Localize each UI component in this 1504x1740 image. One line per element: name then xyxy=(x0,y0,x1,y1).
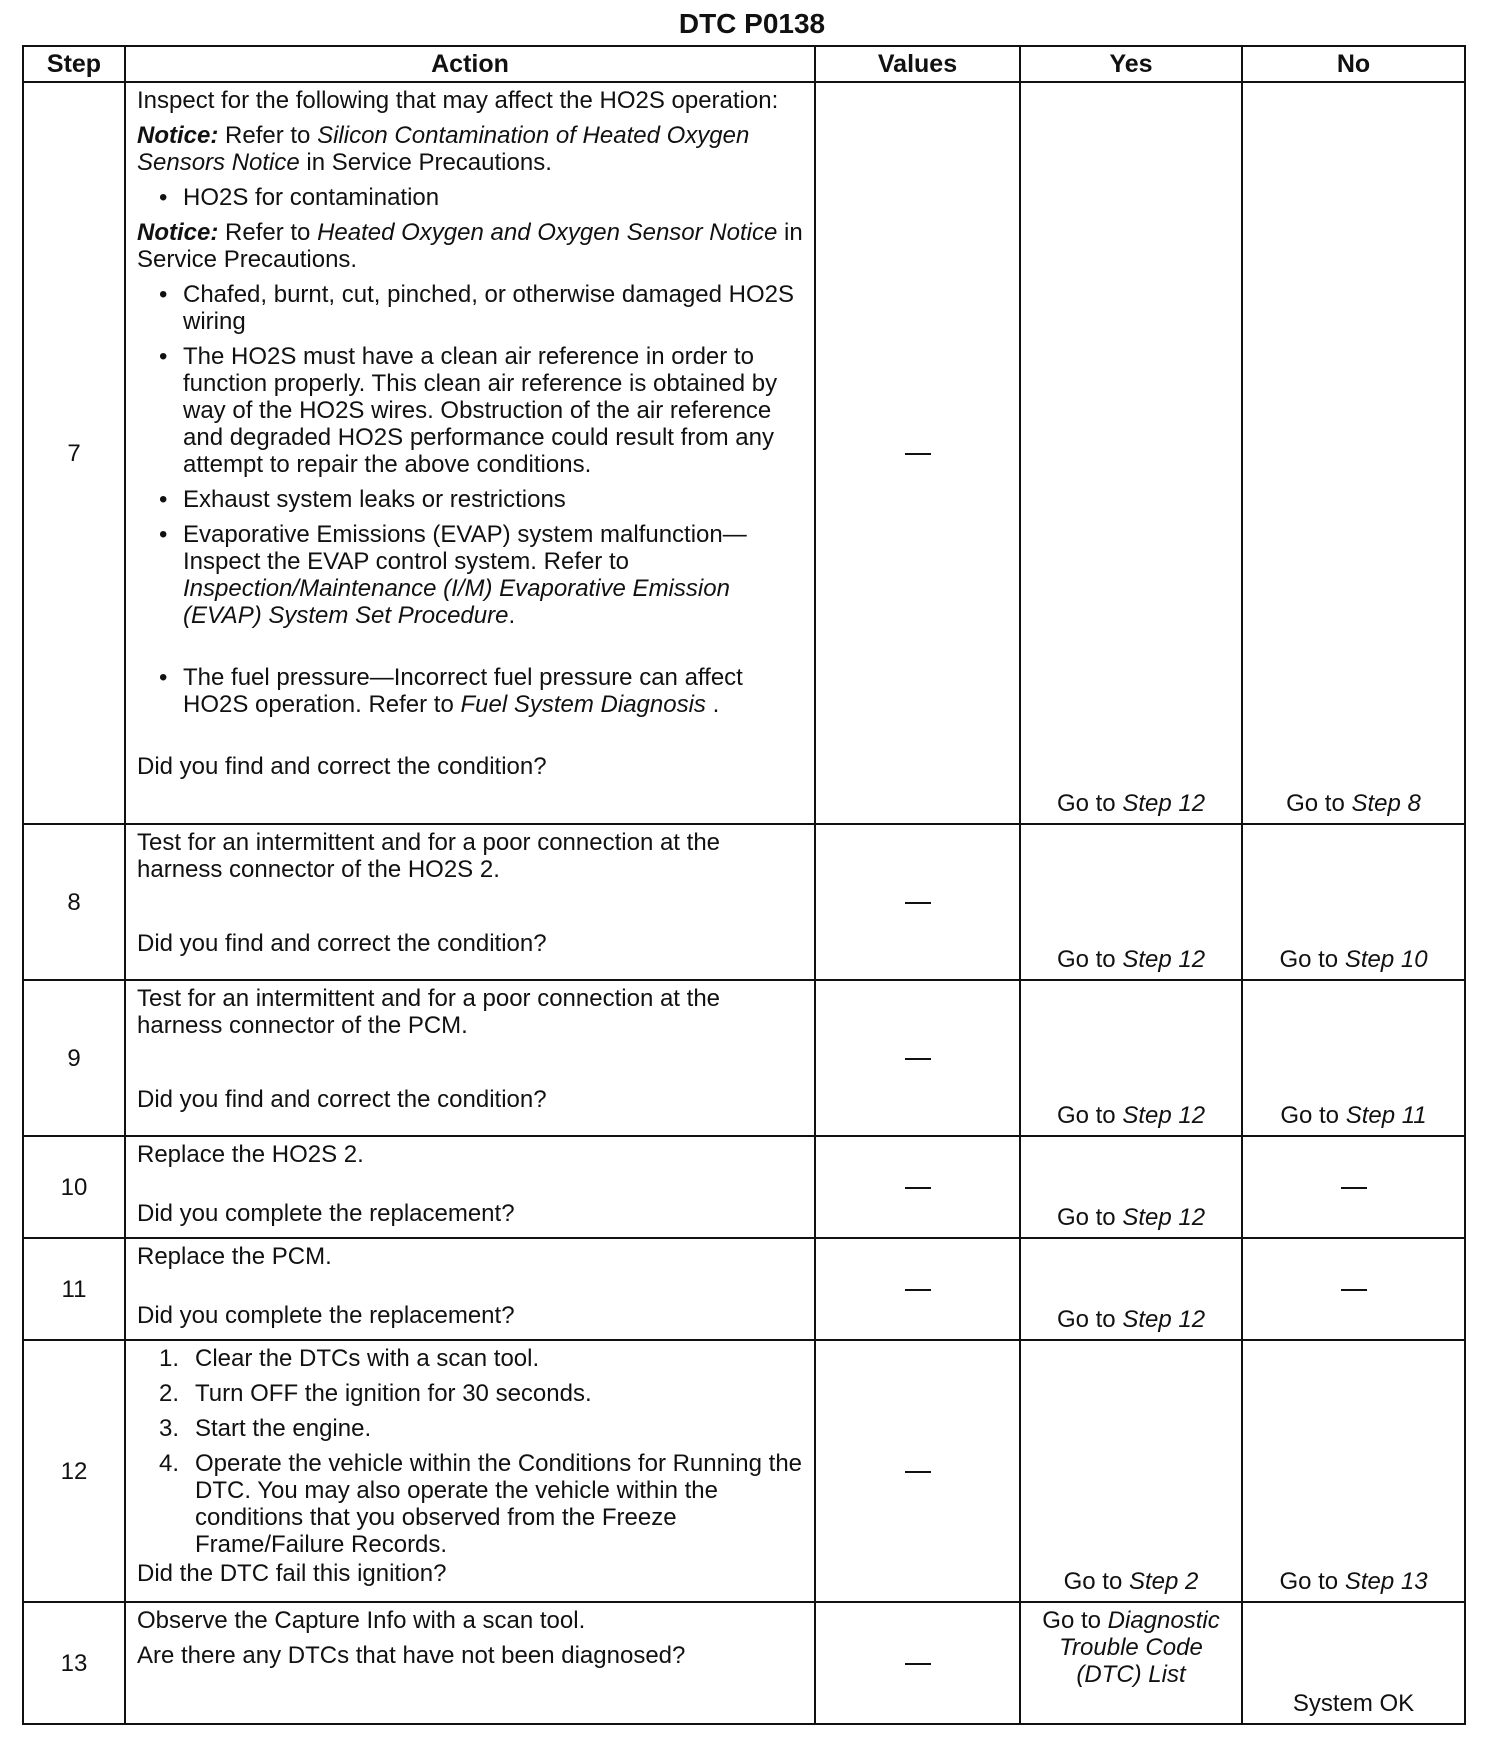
no-cell: Go to Step 8 xyxy=(1242,82,1465,824)
yes-cell: Go to Step 12 xyxy=(1020,980,1242,1136)
action-cell xyxy=(125,1340,815,1602)
values-cell xyxy=(815,82,1020,824)
action-cell xyxy=(125,1136,815,1238)
header-row xyxy=(23,46,1465,82)
values-cell xyxy=(815,1602,1020,1724)
notice-1: Notice: Refer to Silicon Contamination of Heated Oxygen Sensors Notice in Service Precautions. xyxy=(137,122,750,176)
table-row-step-11 xyxy=(23,1238,1465,1340)
header-values: Values xyxy=(815,46,1020,82)
dash xyxy=(905,1663,931,1665)
no-cell: Go to Step 10 xyxy=(1242,824,1465,980)
yes-cell: Go to Step 12 xyxy=(1020,82,1242,824)
table-row-step-10 xyxy=(23,1136,1465,1238)
yes-cell: Go to Diagnostic Trouble Code (DTC) List xyxy=(1020,1602,1242,1724)
table-row-step-9 xyxy=(23,980,1465,1136)
step-number: 13 xyxy=(23,1602,125,1724)
list-item: • Evaporative Emissions (EVAP) system malfunction—Inspect the EVAP control system. Refer to Inspection/Maintenance (I/M) Evaporative Emission (EVAP) System Set Procedure. xyxy=(159,521,747,629)
step-number: 9 xyxy=(23,980,125,1136)
question: Did you find and correct the condition? xyxy=(137,930,547,957)
action-cell xyxy=(125,1238,815,1340)
values-cell xyxy=(815,1238,1020,1340)
diagnostic-table xyxy=(22,45,1466,1725)
list-item: • The fuel pressure—Incorrect fuel pressure can affect HO2S operation. Refer to Fuel System Diagnosis . xyxy=(159,664,743,718)
action-text: Observe the Capture Info with a scan tool. xyxy=(137,1607,586,1634)
list-item: 1. Clear the DTCs with a scan tool. xyxy=(159,1345,540,1372)
dash xyxy=(905,1471,931,1473)
values-cell xyxy=(815,980,1020,1136)
table-row-step-7 xyxy=(23,82,1465,824)
step-number: 10 xyxy=(23,1136,125,1238)
action-cell xyxy=(125,824,815,980)
question: Did you find and correct the condition? xyxy=(137,753,547,780)
dash xyxy=(905,453,931,455)
action-text: Replace the HO2S 2. xyxy=(137,1141,364,1168)
question: Did you find and correct the condition? xyxy=(137,1086,547,1113)
yes-cell: Go to Step 2 xyxy=(1020,1340,1242,1602)
no-cell xyxy=(1242,1238,1465,1340)
notice-2: Notice: Refer to Heated Oxygen and Oxygen Sensor Notice in Service Precautions. xyxy=(137,219,803,273)
values-cell xyxy=(815,824,1020,980)
step-number: 12 xyxy=(23,1340,125,1602)
action-text: Test for an intermittent and for a poor connection at the harness connector of the PCM. xyxy=(137,985,721,1039)
header-step: Step xyxy=(23,46,125,82)
action-text: Test for an intermittent and for a poor connection at the harness connector of the HO2S 2. xyxy=(137,829,721,883)
header-action: Action xyxy=(125,46,815,82)
list-item: • Exhaust system leaks or restrictions xyxy=(159,486,566,513)
table-row-step-8 xyxy=(23,824,1465,980)
no-cell: Go to Step 13 xyxy=(1242,1340,1465,1602)
list-item: 3. Start the engine. xyxy=(159,1415,372,1442)
question: Did you complete the replacement? xyxy=(137,1200,515,1227)
dash xyxy=(905,902,931,904)
values-cell xyxy=(815,1340,1020,1602)
yes-cell: Go to Step 12 xyxy=(1020,1136,1242,1238)
dash xyxy=(1341,1187,1367,1189)
step-number: 8 xyxy=(23,824,125,980)
no-cell xyxy=(1242,1136,1465,1238)
step-number: 7 xyxy=(23,82,125,824)
question: Did you complete the replacement? xyxy=(137,1302,515,1329)
header-no: No xyxy=(1242,46,1465,82)
dash xyxy=(1341,1289,1367,1291)
yes-cell: Go to Step 12 xyxy=(1020,1238,1242,1340)
action-text: Replace the PCM. xyxy=(137,1243,332,1270)
question: Did the DTC fail this ignition? xyxy=(137,1560,447,1587)
question: Are there any DTCs that have not been diagnosed? xyxy=(137,1642,686,1669)
list-item: 4. Operate the vehicle within the Conditions for Running the DTC. You may also operate the vehicle within the conditions that you observed from the Freeze Frame/Failure Records. xyxy=(159,1450,803,1558)
no-cell: Go to Step 11 xyxy=(1242,980,1465,1136)
list-item: 2. Turn OFF the ignition for 30 seconds. xyxy=(159,1380,592,1407)
no-cell: System OK xyxy=(1242,1602,1465,1724)
action-cell xyxy=(125,1602,815,1724)
yes-cell: Go to Step 12 xyxy=(1020,824,1242,980)
intro-text: Inspect for the following that may affect the HO2S operation: xyxy=(137,87,779,114)
dash xyxy=(905,1058,931,1060)
list-item: • Chafed, burnt, cut, pinched, or otherwise damaged HO2S wiring xyxy=(159,281,795,335)
step-number: 11 xyxy=(23,1238,125,1340)
dash xyxy=(905,1187,931,1189)
list-item: • HO2S for contamination xyxy=(159,184,440,211)
action-cell xyxy=(125,980,815,1136)
list-item: • The HO2S must have a clean air reference in order to function properly. This clean air reference is obtained by way of the HO2S wires. Obstruction of the air reference and degraded HO2S performance could result from any attempt to repair the above conditions. xyxy=(159,343,778,478)
table-row-step-13 xyxy=(23,1602,1465,1724)
document-title: DTC P0138 xyxy=(678,8,826,39)
action-cell xyxy=(125,82,815,824)
table-row-step-12 xyxy=(23,1340,1465,1602)
dash xyxy=(905,1289,931,1291)
values-cell xyxy=(815,1136,1020,1238)
header-yes: Yes xyxy=(1020,46,1242,82)
